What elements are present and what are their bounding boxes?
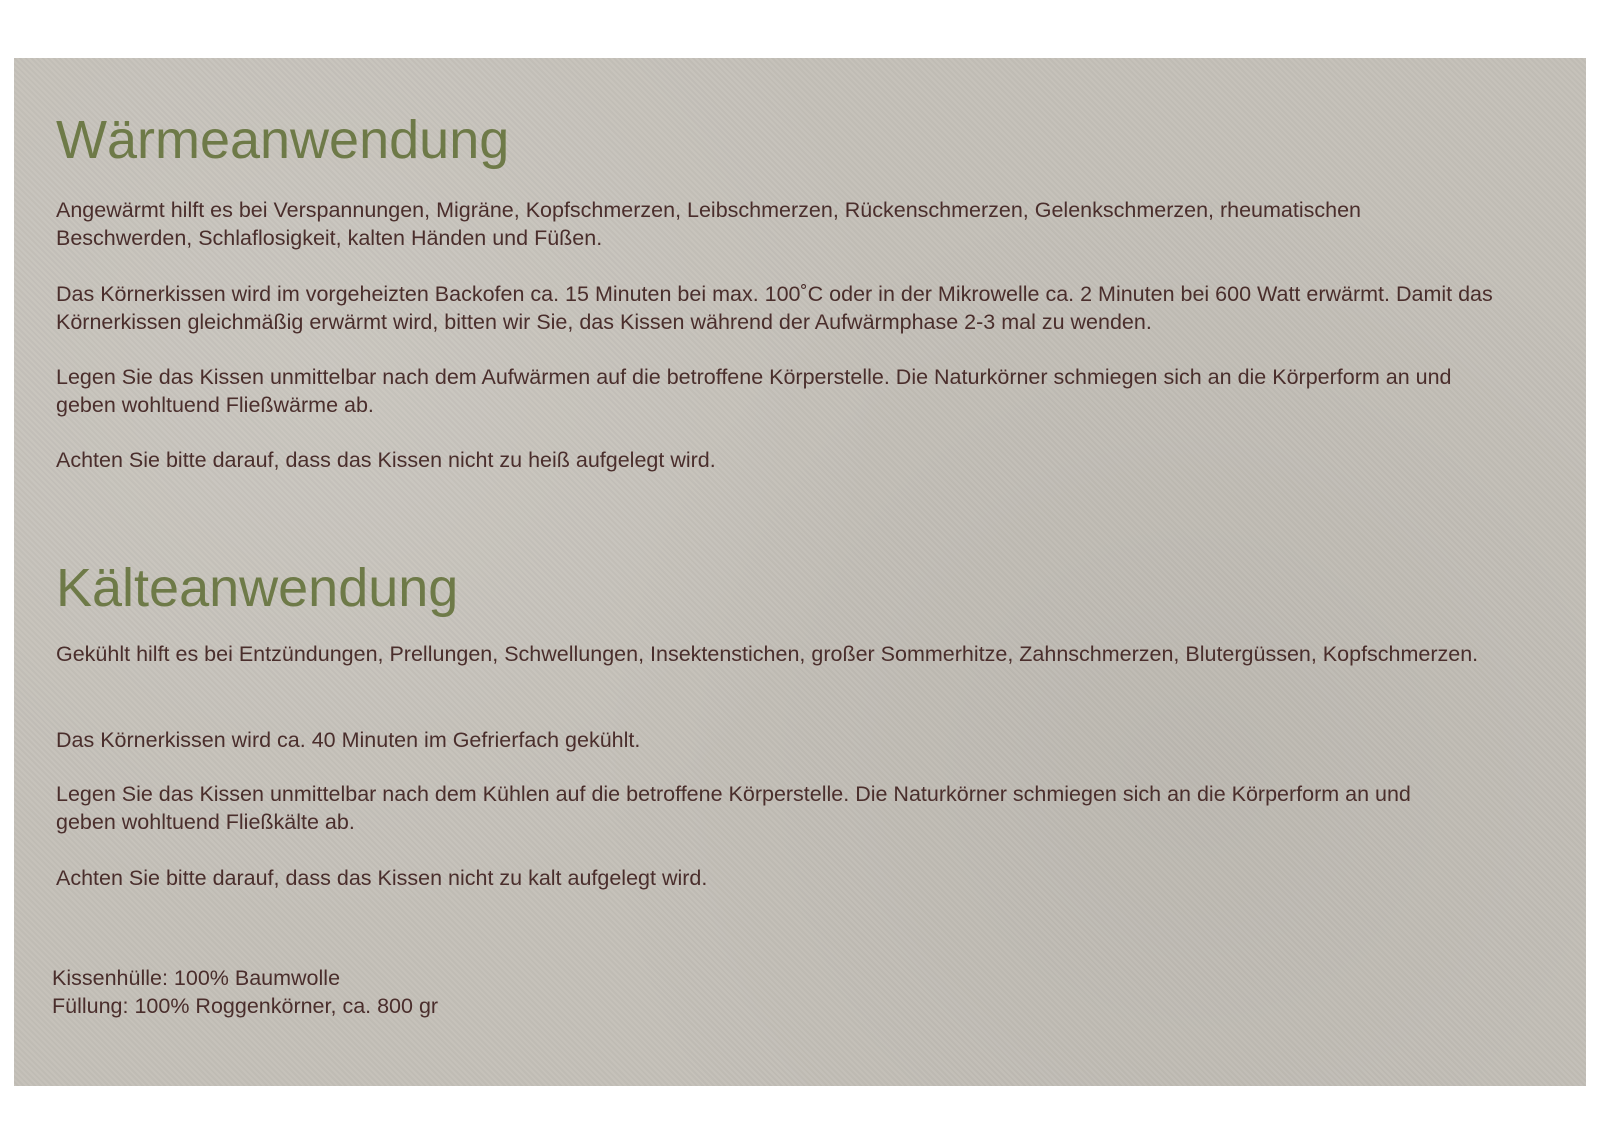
cold-heading: Kälteanwendung [56,558,459,618]
cold-paragraph-uses: Gekühlt hilft es bei Entzündungen, Prellungen, Schwellungen, Insektenstichen, großer Sommerhitze, Zahnschmerzen, Blutergüssen, Kopfschmerzen. [56,642,1479,666]
cover-material: Kissenhülle: 100% Baumwolle [52,966,341,990]
filling-material: Füllung: 100% Roggenkörner, ca. 800 gr [52,994,439,1018]
warm-paragraph-caution: Achten Sie bitte darauf, dass das Kissen nicht zu heiß aufgelegt wird. [56,448,716,472]
warm-paragraph-heating: Das Körnerkissen wird im vorgeheizten Backofen ca. 15 Minuten bei max. 100˚C oder in der Mikrowelle ca. 2 Minuten bei 600 Watt erwärmt. Damit das Körnerkissen gleichmäßig erwärmt wird, bitten wir Sie, das Kissen während der Aufwärmphase 2-3 mal zu wenden. [56,282,1493,334]
cold-paragraph-caution: Achten Sie bitte darauf, dass das Kissen nicht zu kalt aufgelegt wird. [56,866,708,890]
cold-paragraph-cooling: Das Körnerkissen wird ca. 40 Minuten im Gefrierfach gekühlt. [56,728,641,752]
warm-heading: Wärmeanwendung [56,110,510,170]
cold-paragraph-apply: Legen Sie das Kissen unmittelbar nach dem Kühlen auf die betroffene Körperstelle. Die Naturkörner schmiegen sich an die Körperform an und geben wohltuend Fließkälte ab. [56,782,1411,834]
instruction-card [14,58,1586,1086]
warm-paragraph-uses: Angewärmt hilft es bei Verspannungen, Migräne, Kopfschmerzen, Leibschmerzen, Rückenschmerzen, Gelenkschmerzen, rheumatischen Beschwerden, Schlaflosigkeit, kalten Händen und Füßen. [56,198,1361,250]
warm-paragraph-apply: Legen Sie das Kissen unmittelbar nach dem Aufwärmen auf die betroffene Körperstelle. Die Naturkörner schmiegen sich an die Körperform an und geben wohltuend Fließwärme ab. [56,365,1452,417]
